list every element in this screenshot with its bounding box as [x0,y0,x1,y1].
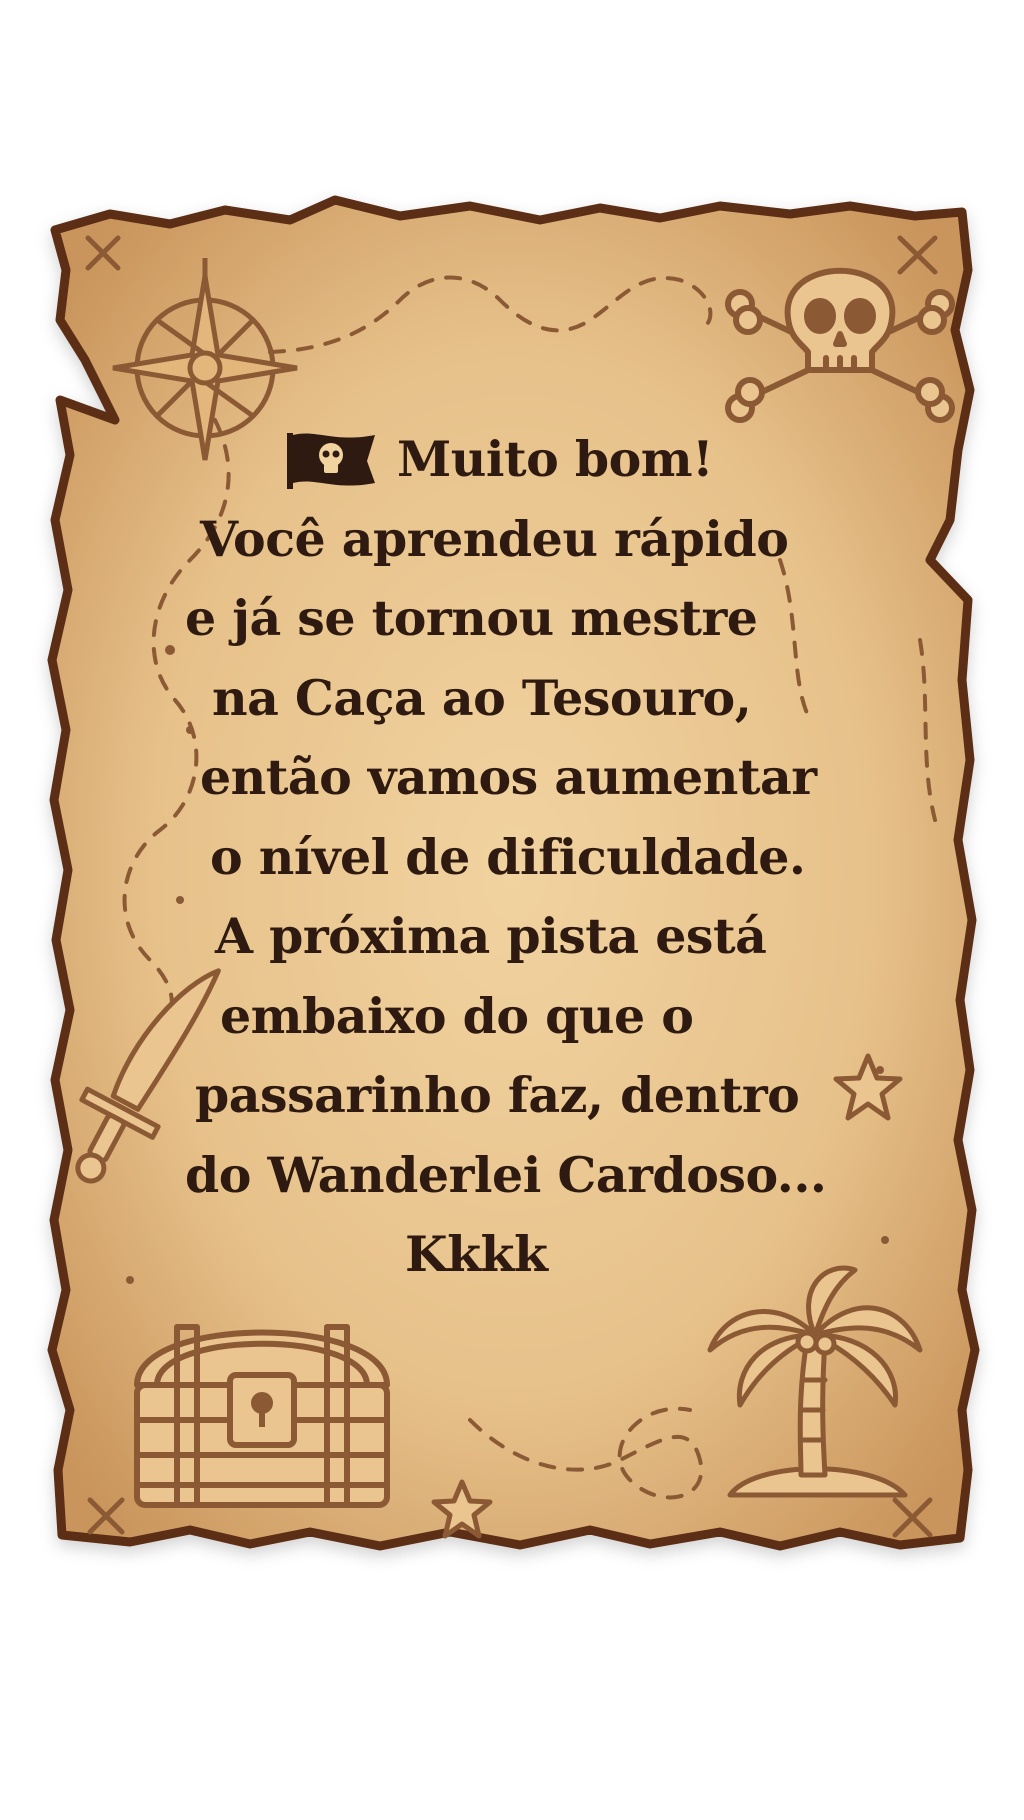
scroll-message [150,420,940,1295]
message-line: Você aprendeu rápido [200,509,789,568]
message-line: e já se tornou mestre [185,589,758,647]
message-line: Kkkk [405,1225,548,1283]
message-title: Muito bom! [397,430,714,488]
title-row [150,420,940,500]
message-line: o nível de dificuldade. [210,827,806,886]
message-line: do Wanderlei Cardoso... [185,1145,827,1204]
message-line: embaixo do que o [220,986,694,1045]
treasure-chest-icon [137,1327,387,1505]
pirate-flag-icon [285,431,377,489]
message-line: então vamos aumentar [200,748,817,806]
message-line: na Caça ao Tesouro, [212,668,752,727]
message-line: A próxima pista está [215,907,767,965]
message-line: passarinho faz, dentro [195,1066,800,1124]
